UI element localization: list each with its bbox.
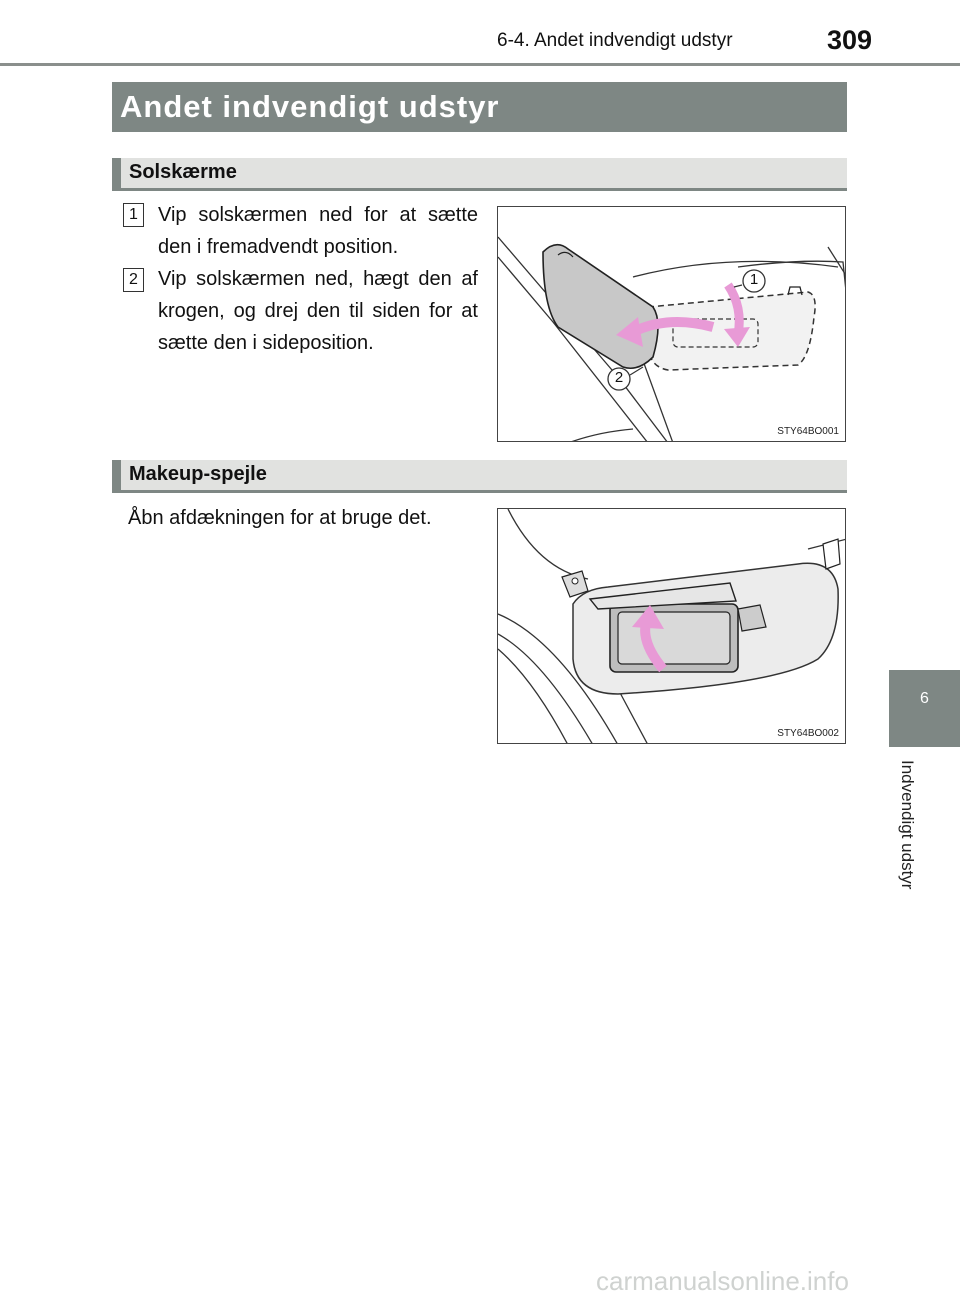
section-heading-label: Solskærme (129, 161, 237, 183)
step-badge-1: 1 (123, 203, 144, 227)
figure-code: STY64BO002 (777, 728, 839, 739)
chapter-tab (889, 670, 960, 747)
figure-code: STY64BO001 (777, 426, 839, 437)
chapter-number: 6 (920, 690, 929, 707)
page-title: Andet indvendigt udstyr (112, 82, 847, 132)
section-heading-label: Makeup-spejle (129, 463, 267, 485)
callout-1: 1 (749, 271, 759, 288)
section-heading-sun-visors (112, 158, 847, 191)
page-number: 309 (827, 25, 873, 55)
header-rule (0, 63, 960, 66)
vanity-mirror-figure (497, 508, 846, 744)
step-badge-2: 2 (123, 268, 144, 292)
section-marker (112, 158, 121, 188)
mirror-instruction: Åbn afdækningen for at bruge det. (128, 507, 432, 529)
step-text-2: Vip solskærmen ned, hægt den af krogen, og drej den til siden for at sætte den i sideposition. (158, 268, 478, 354)
watermark: carmanualsonline.info (596, 1266, 849, 1296)
callout-2: 2 (614, 369, 624, 386)
sun-visor-figure (497, 206, 846, 442)
section-heading-vanity-mirrors (112, 460, 847, 493)
chapter-label: Indvendigt udstyr (898, 760, 917, 890)
section-marker (112, 460, 121, 490)
header-section-title: 6-4. Andet indvendigt udstyr (497, 30, 733, 51)
step-text-1: Vip solskærmen ned for at sætte den i fremadvendt position. (158, 204, 478, 258)
vanity-mirror-illustration (498, 509, 846, 744)
sun-visor-illustration (498, 207, 846, 442)
